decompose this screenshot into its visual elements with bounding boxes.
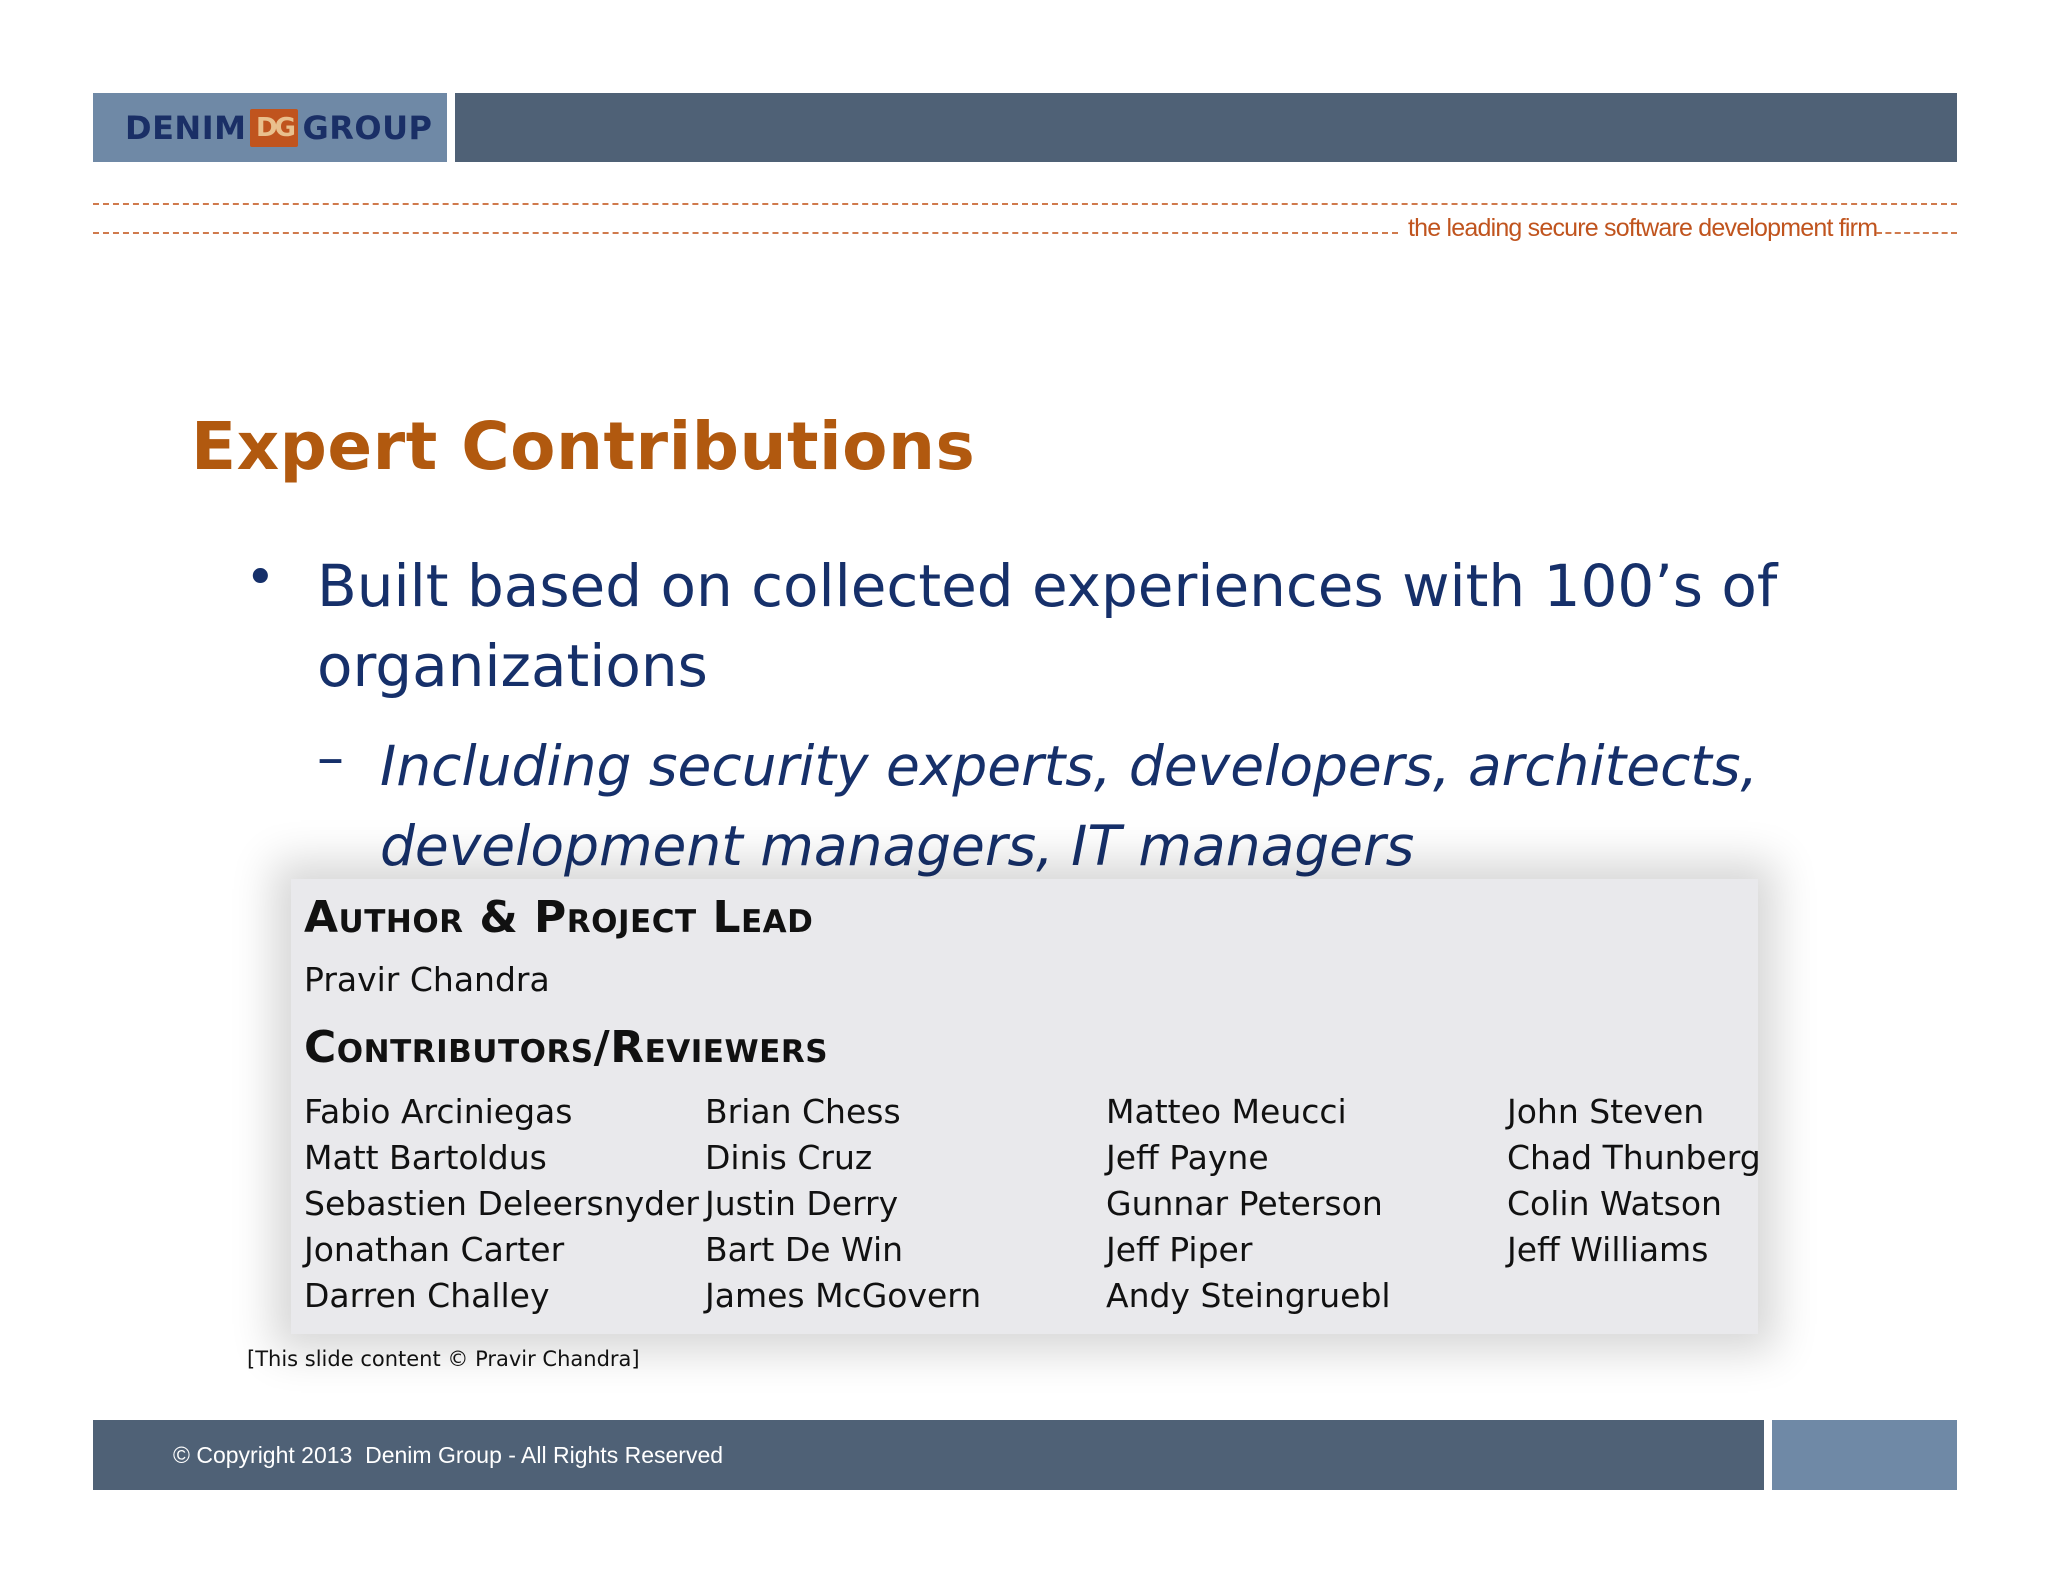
header-bar bbox=[455, 93, 1957, 162]
contributor-name: Jeff Payne bbox=[1106, 1138, 1269, 1177]
contributor-name: Dinis Cruz bbox=[705, 1138, 873, 1177]
contributor-name: Fabio Arciniegas bbox=[304, 1092, 573, 1131]
tagline: the leading secure software development firm bbox=[1408, 214, 1878, 242]
sub-bullet-text: Including security experts, developers, architects, development managers, IT managers bbox=[380, 734, 1759, 878]
contributors-column-4 bbox=[1507, 1089, 1761, 1319]
logo-word-right: GROUP bbox=[302, 108, 433, 147]
contributor-name: Matt Bartoldus bbox=[304, 1138, 547, 1177]
credits-panel bbox=[291, 879, 1761, 1334]
footer-accent-block bbox=[1772, 1420, 1957, 1490]
slide-title: Expert Contributions bbox=[191, 408, 976, 485]
contributors-column-1 bbox=[304, 1089, 705, 1319]
contributor-name: Darren Challey bbox=[304, 1276, 550, 1315]
dashed-divider-top bbox=[93, 203, 1957, 205]
bullet-marker: • bbox=[245, 548, 276, 608]
logo-word-left: DENIM bbox=[125, 108, 247, 147]
contributor-name: Jeff Piper bbox=[1106, 1230, 1253, 1269]
contributor-name: Sebastien Deleersnyder bbox=[304, 1184, 699, 1223]
contributor-name: Jeff Williams bbox=[1507, 1230, 1709, 1269]
contributor-name: James McGovern bbox=[705, 1276, 982, 1315]
contributor-name: Jonathan Carter bbox=[304, 1230, 565, 1269]
author-name: Pravir Chandra bbox=[304, 960, 550, 999]
contributor-name: Andy Steingruebl bbox=[1106, 1276, 1391, 1315]
footer-copyright: © Copyright 2013 Denim Group - All Rights Reserved bbox=[173, 1441, 724, 1468]
sub-bullet-marker: – bbox=[317, 726, 344, 789]
logo-mark-icon: DG bbox=[250, 109, 298, 147]
slide-credit: [This slide content © Pravir Chandra] bbox=[247, 1347, 640, 1371]
contributor-name: Chad Thunberg bbox=[1507, 1138, 1761, 1177]
contributors-heading: Contributors/Reviewers bbox=[304, 1022, 829, 1073]
contributor-name: Justin Derry bbox=[705, 1184, 899, 1223]
footer-bar bbox=[93, 1420, 1764, 1490]
dashed-divider-bottom-left bbox=[93, 232, 1398, 234]
logo-block bbox=[93, 93, 447, 162]
author-heading: Author & Project Lead bbox=[304, 892, 814, 943]
contributor-name: Brian Chess bbox=[705, 1092, 901, 1131]
contributors-column-3 bbox=[1106, 1089, 1507, 1319]
contributors-grid bbox=[304, 1089, 1761, 1319]
bullet-text: Built based on collected experiences with 100’s of organizations bbox=[317, 552, 1778, 700]
contributor-name: Gunnar Peterson bbox=[1106, 1184, 1383, 1223]
contributor-name: Colin Watson bbox=[1507, 1184, 1722, 1223]
contributor-name: John Steven bbox=[1507, 1092, 1705, 1131]
dashed-divider-bottom-right bbox=[1876, 232, 1957, 234]
contributor-name: Bart De Win bbox=[705, 1230, 904, 1269]
contributors-column-2 bbox=[705, 1089, 1106, 1319]
contributor-name: Matteo Meucci bbox=[1106, 1092, 1347, 1131]
